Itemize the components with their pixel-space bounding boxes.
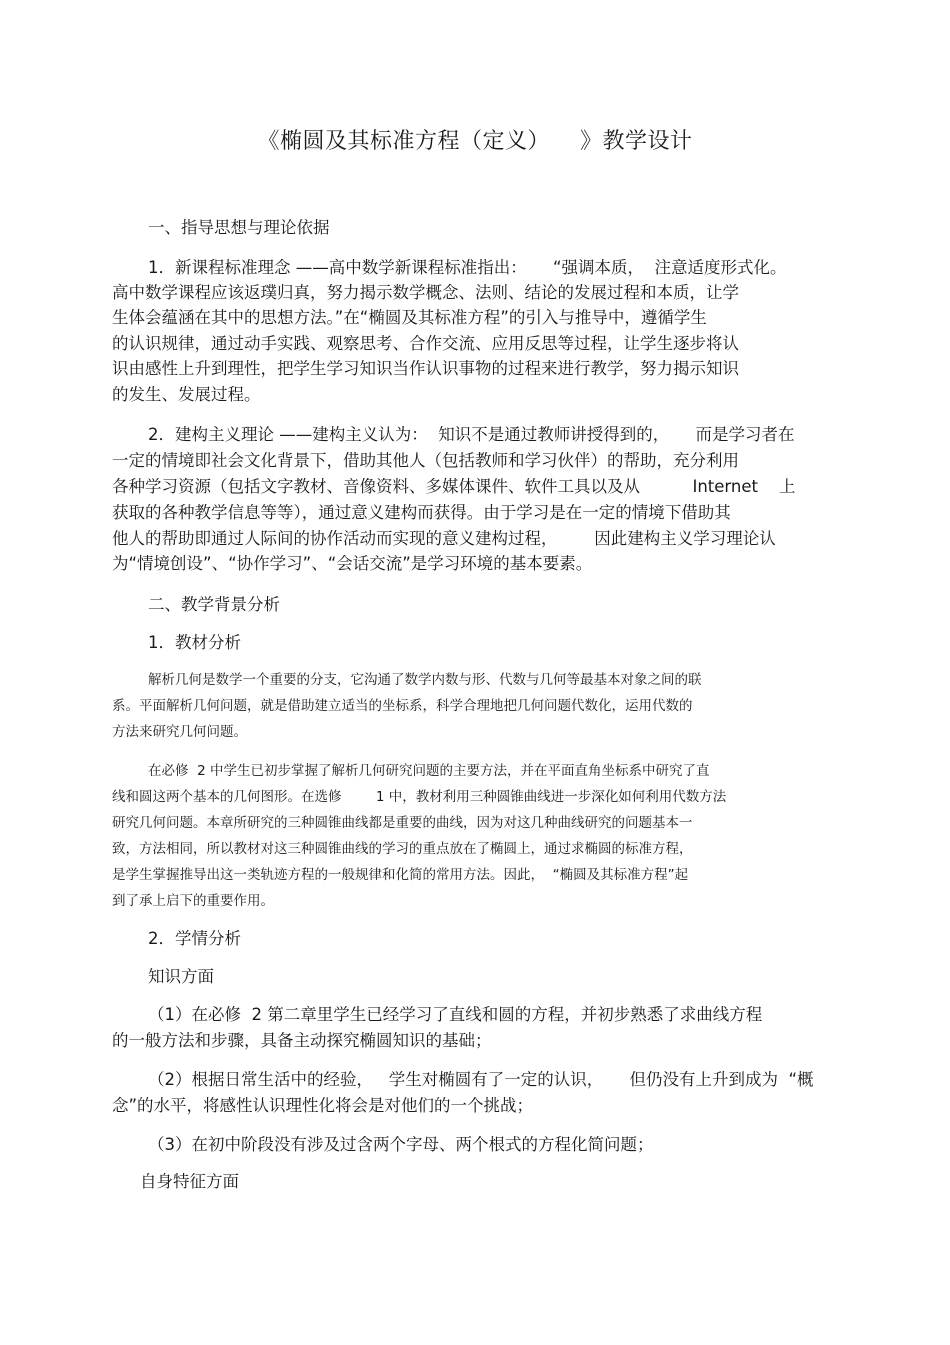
section1-para2-line: 他人的帮助即通过人际间的协作活动而实现的意义建构过程， 因此建构主义学习理论认 (112, 529, 776, 548)
section1-para1-line: 1．新课程标准理念 ——高中数学新课程标准指出： “强调本质， 注意适度形式化。 (148, 258, 787, 277)
section1-para1-line: 的认识规律，通过动手实践、观察思考、合作交流、应用反思等过程，让学生逐步将认 (112, 334, 739, 353)
section1-para2-line: 为“情境创设”、“协作学习”、“会话交流”是学习环境的基本要素。 (112, 554, 593, 573)
section2-subheading-students: 2．学情分析 (148, 929, 241, 948)
knowledge-item-3: （3）在初中阶段没有涉及过含两个字母、两个根式的方程化简问题； (148, 1135, 654, 1154)
section2-para2-line: 研究几何问题。本章所研究的三种圆锥曲线都是重要的曲线，因为对这几种曲线研究的问题基本一 (112, 815, 693, 831)
section1-para2-line: 一定的情境即社会文化背景下，借助其他人（包括教师和学习伙伴）的帮助，充分利用 (112, 451, 739, 470)
section1-para1-line: 生体会蕴涵在其中的思想方法。”在“椭圆及其标准方程”的引入与推导中，遵循学生 (112, 308, 707, 327)
section1-para2-line: 2．建构主义理论 ——建构主义认为： 知识不是通过教师讲授得到的， 而是学习者在 (148, 425, 795, 444)
knowledge-item-1-line: （1）在必修 2 第二章里学生已经学习了直线和圆的方程，并初步熟悉了求曲线方程 (148, 1005, 763, 1024)
section2-para1-line: 解析几何是数学一个重要的分支，它沟通了数学内数与形、代数与几何等最基本对象之间的联 (148, 672, 702, 688)
document-title: 《椭圆及其标准方程（定义） 》教学设计 (257, 129, 693, 154)
section1-para1-line: 识由感性上升到理性，把学生学习知识当作认识事物的过程来进行教学，努力揭示知识 (112, 359, 739, 378)
section2-subheading-textbook: 1．教材分析 (148, 633, 241, 652)
knowledge-item-2-line: （2）根据日常生活中的经验， 学生对椭圆有了一定的认识， 但仍没有上升到成为 “概 (148, 1070, 814, 1089)
section2-para1-line: 系。平面解析几何问题，就是借助建立适当的坐标系，科学合理地把几何问题代数化，运用代数的 (112, 698, 693, 714)
section1-para2-line: 获取的各种教学信息等等），通过意义建构而获得。由于学习是在一定的情境下借助其 (112, 503, 731, 522)
knowledge-item-1-line: 的一般方法和步骤，具备主动探究椭圆知识的基础； (112, 1031, 492, 1050)
section1-para1-line: 的发生、发展过程。 (112, 385, 261, 404)
section2-para2-line: 在必修 2 中学生已初步掌握了解析几何研究问题的主要方法，并在平面直角坐标系中研究了直 (148, 763, 710, 779)
knowledge-item-2-line: 念”的水平，将感性认识理性化将会是对他们的一个挑战； (112, 1096, 534, 1115)
section1-para1-line: 高中数学课程应该返璞归真，努力揭示数学概念、法则、结论的发展过程和本质，让学 (112, 283, 739, 302)
section2-para2-line: 致，方法相同，所以教材对这三种圆锥曲线的学习的重点放在了椭圆上，通过求椭圆的标准方程， (112, 841, 693, 857)
self-characteristics-heading: 自身特征方面 (140, 1172, 239, 1191)
section2-para2-line: 是学生掌握推导出这一类轨迹方程的一般规律和化简的常用方法。因此， “椭圆及其标准方程”起 (112, 867, 689, 883)
section2-para1-line: 方法来研究几何问题。 (112, 724, 247, 740)
section2-para2-line: 到了承上启下的重要作用。 (112, 893, 274, 909)
knowledge-aspect-heading: 知识方面 (148, 967, 214, 986)
section2-heading: 二、教学背景分析 (148, 595, 280, 614)
section1-para2-line: 各种学习资源（包括文字教材、音像资料、多媒体课件、软件工具以及从 Internet 上 (112, 477, 796, 496)
section1-heading: 一、指导思想与理论依据 (148, 218, 330, 237)
section2-para2-line: 线和圆这两个基本的几何图形。在选修 1 中，教材利用三种圆锥曲线进一步深化如何利用代数方法 (112, 789, 727, 805)
